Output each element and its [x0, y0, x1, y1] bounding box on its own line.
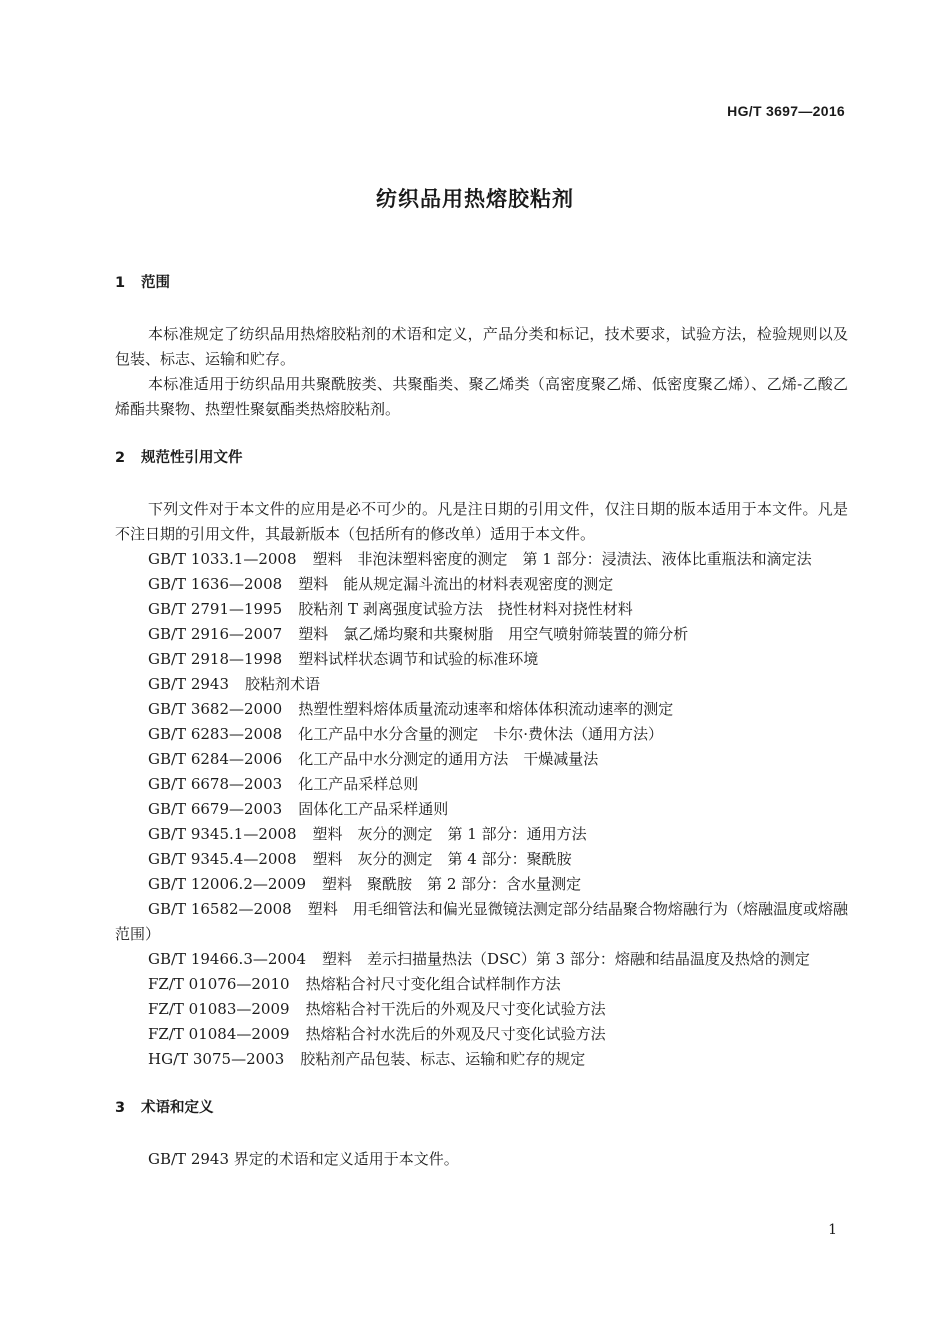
reference-title: 热塑性塑料熔体质量流动速率和熔体体积流动速率的测定 — [298, 700, 674, 718]
reference-title: 热熔粘合衬干洗后的外观及尺寸变化试验方法 — [305, 1000, 606, 1018]
reference-code: GB/T 6283—2008 — [148, 725, 283, 743]
paragraph: GB/T 2943 界定的术语和定义适用于本文件。 — [148, 1150, 459, 1168]
reference-code: GB/T 1636—2008 — [148, 575, 283, 593]
page-number: 1 — [828, 1222, 837, 1238]
reference-item — [115, 1047, 848, 1072]
reference-item — [115, 797, 848, 822]
reference-code: GB/T 3682—2000 — [148, 700, 283, 718]
section-heading-normative-references — [115, 447, 848, 469]
reference-title: 化工产品采样总则 — [298, 775, 419, 793]
reference-title: 塑料 非泡沫塑料密度的测定 第 1 部分：浸渍法、液体比重瓶法和滴定法 — [312, 550, 812, 568]
paragraph: 本标准规定了纺织品用热熔胶粘剂的术语和定义，产品分类和标记，技术要求，试验方法，检验规则以及包装、标志、运输和贮存。 — [115, 325, 848, 368]
reference-title: 塑料试样状态调节和试验的标准环境 — [298, 650, 539, 668]
reference-item — [115, 647, 848, 672]
reference-code: HG/T 3075—2003 — [148, 1050, 285, 1068]
reference-title: 胶粘剂产品包装、标志、运输和贮存的规定 — [300, 1050, 586, 1068]
section-title: 规范性引用文件 — [141, 450, 243, 466]
reference-item — [115, 872, 848, 897]
reference-code: GB/T 6284—2006 — [148, 750, 283, 768]
section-heading-scope — [115, 272, 848, 294]
reference-code: GB/T 1033.1—2008 — [148, 550, 297, 568]
reference-code: GB/T 6678—2003 — [148, 775, 283, 793]
reference-code: GB/T 19466.3—2004 — [148, 950, 307, 968]
reference-item — [115, 547, 848, 572]
reference-code: GB/T 16582—2008 — [148, 900, 292, 918]
reference-title: 塑料 用毛细管法和偏光显微镜法测定部分结晶聚合物熔融行为（熔融温度或熔融范围） — [115, 900, 848, 943]
reference-title: 塑料 灰分的测定 第 1 部分：通用方法 — [312, 825, 587, 843]
reference-code: GB/T 2943 — [148, 675, 230, 693]
section-number: 1 — [115, 275, 126, 291]
document-title: 纺织品用热熔胶粘剂 — [376, 187, 574, 211]
reference-code: GB/T 2918—1998 — [148, 650, 283, 668]
standard-number: HG/T 3697—2016 — [727, 103, 845, 119]
reference-title: 塑料 能从规定漏斗流出的材料表观密度的测定 — [298, 575, 614, 593]
reference-item — [115, 947, 848, 972]
reference-code: FZ/T 01083—2009 — [148, 1000, 290, 1018]
reference-code: GB/T 9345.4—2008 — [148, 850, 297, 868]
section-title: 范围 — [141, 275, 170, 291]
reference-title: 化工产品中水分测定的通用方法 干燥减量法 — [298, 750, 599, 768]
reference-code: GB/T 6679—2003 — [148, 800, 283, 818]
reference-item — [115, 1022, 848, 1047]
reference-item — [115, 722, 848, 747]
reference-code: GB/T 2791—1995 — [148, 600, 283, 618]
reference-item — [115, 672, 848, 697]
reference-item — [115, 897, 848, 947]
document-body — [115, 272, 848, 1172]
section-number: 3 — [115, 1100, 126, 1116]
reference-item — [115, 997, 848, 1022]
reference-item — [115, 697, 848, 722]
reference-title: 塑料 氯乙烯均聚和共聚树脂 用空气喷射筛装置的筛分析 — [298, 625, 689, 643]
reference-title: 化工产品中水分含量的测定 卡尔·费休法（通用方法） — [298, 725, 663, 743]
reference-title: 塑料 差示扫描量热法（DSC）第 3 部分：熔融和结晶温度及热焓的测定 — [322, 950, 810, 968]
reference-title: 热熔粘合衬尺寸变化组合试样制作方法 — [305, 975, 561, 993]
reference-code: FZ/T 01076—2010 — [148, 975, 290, 993]
reference-item — [115, 772, 848, 797]
reference-code: GB/T 2916—2007 — [148, 625, 283, 643]
reference-item — [115, 597, 848, 622]
reference-item — [115, 622, 848, 647]
reference-title: 胶粘剂术语 — [245, 675, 321, 693]
reference-code: GB/T 12006.2—2009 — [148, 875, 307, 893]
reference-title: 胶粘剂 T 剥离强度试验方法 挠性材料对挠性材料 — [298, 600, 633, 618]
reference-title: 塑料 聚酰胺 第 2 部分：含水量测定 — [322, 875, 582, 893]
reference-title: 塑料 灰分的测定 第 4 部分：聚酰胺 — [312, 850, 572, 868]
reference-item — [115, 972, 848, 997]
reference-title: 固体化工产品采样通则 — [298, 800, 449, 818]
reference-item — [115, 847, 848, 872]
reference-title: 热熔粘合衬水洗后的外观及尺寸变化试验方法 — [305, 1025, 606, 1043]
reference-code: FZ/T 01084—2009 — [148, 1025, 290, 1043]
reference-item — [115, 572, 848, 597]
section-number: 2 — [115, 450, 126, 466]
reference-item — [115, 822, 848, 847]
section-title: 术语和定义 — [141, 1100, 214, 1116]
reference-code: GB/T 9345.1—2008 — [148, 825, 297, 843]
paragraph: 本标准适用于纺织品用共聚酰胺类、共聚酯类、聚乙烯类（高密度聚乙烯、低密度聚乙烯）、乙烯-乙酸乙烯酯共聚物、热塑性聚氨酯类热熔胶粘剂。 — [115, 375, 848, 418]
paragraph: 下列文件对于本文件的应用是必不可少的。凡是注日期的引用文件，仅注日期的版本适用于本文件。凡是不注日期的引用文件，其最新版本（包括所有的修改单）适用于本文件。 — [115, 500, 848, 543]
section-heading-terms-and-definitions — [115, 1097, 848, 1119]
reference-item — [115, 747, 848, 772]
